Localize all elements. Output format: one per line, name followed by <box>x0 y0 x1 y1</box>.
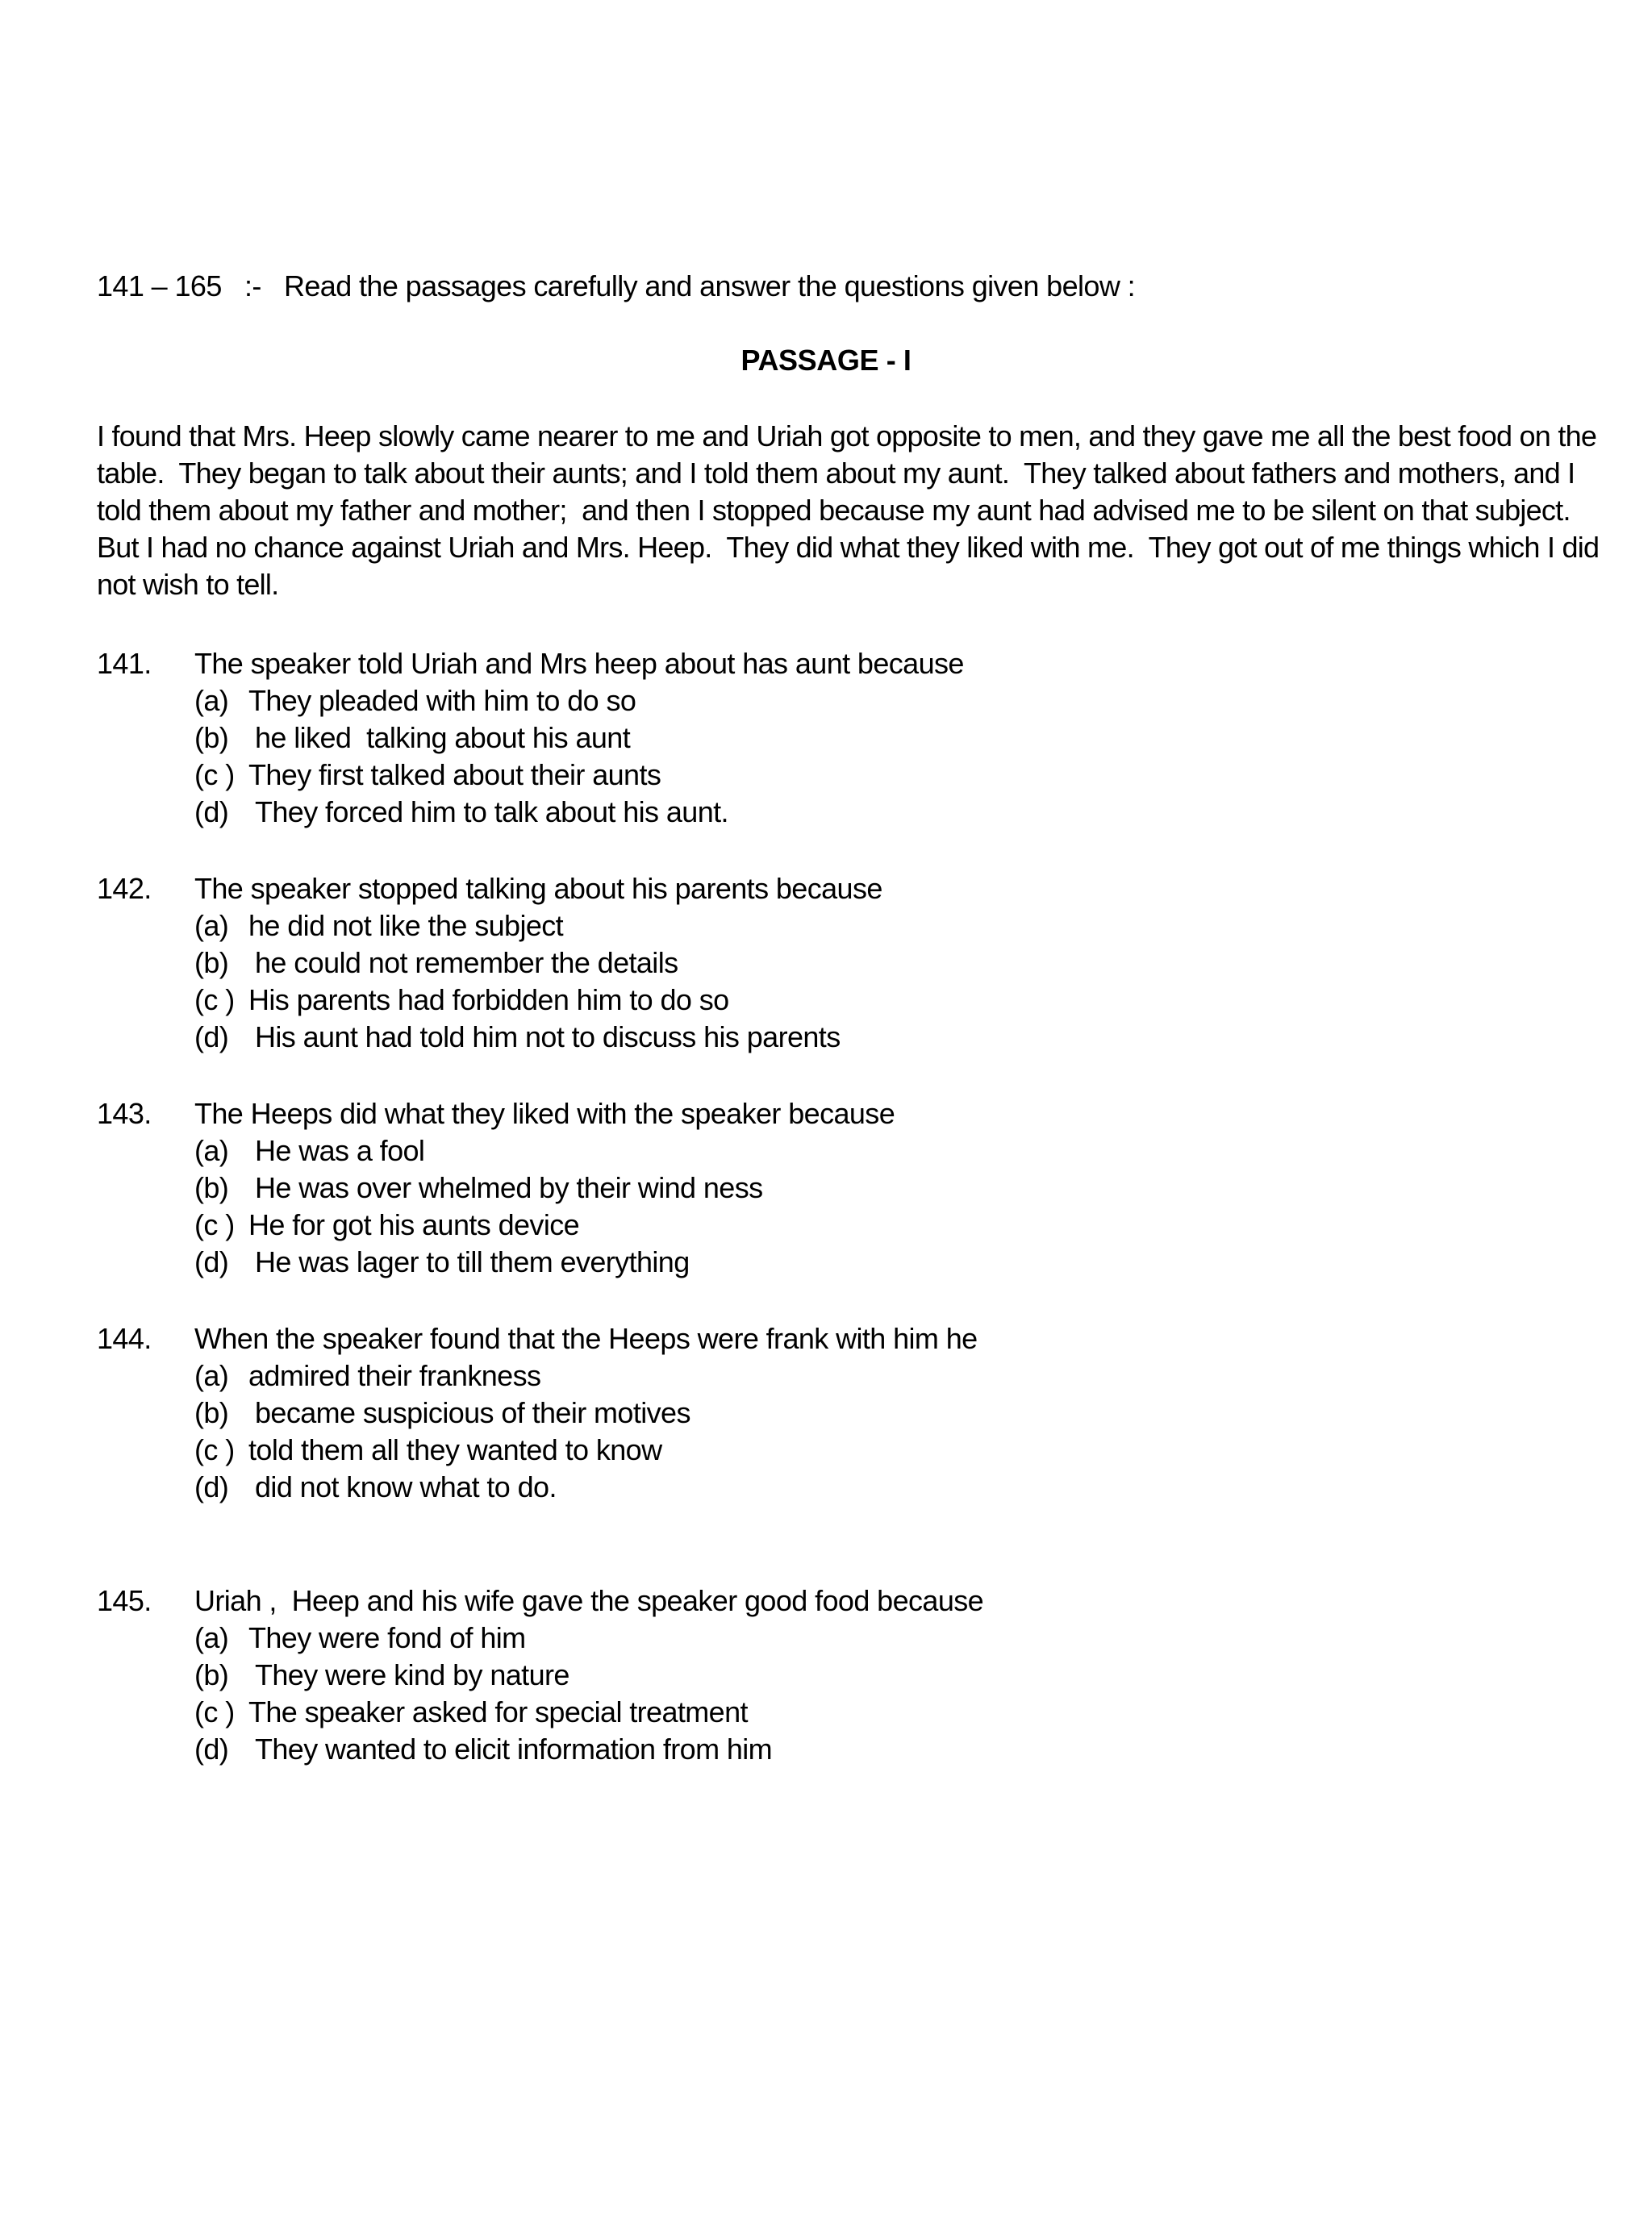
option-text: He was lager to till them everything <box>255 1245 690 1278</box>
question-number: 143. <box>97 1097 152 1130</box>
instruction-line: 141 – 165 :- Read the passages carefully and answer the questions given below : <box>97 269 1136 302</box>
option-text: he liked talking about his aunt <box>255 721 631 754</box>
option-a <box>194 1620 526 1657</box>
question-text: The speaker stopped talking about his parents because <box>194 872 882 905</box>
option-text: His parents had forbidden him to do so <box>248 983 729 1016</box>
passage-line: table. They began to talk about their aunts; and I told them about my aunt. They talked about fathers and mothers, and I <box>97 457 1575 490</box>
option-text: He was over whelmed by their wind ness <box>255 1171 763 1204</box>
question-number: 142. <box>97 872 152 905</box>
option-c <box>194 757 661 794</box>
passage-title: PASSAGE - I <box>740 344 912 377</box>
option-label: (a) <box>194 909 229 942</box>
option-text: The speaker asked for special treatment <box>248 1695 748 1728</box>
question-number: 145. <box>97 1584 152 1617</box>
option-text: They wanted to elicit information from him <box>255 1733 773 1766</box>
passage-line: But I had no chance against Uriah and Mrs. Heep. They did what they liked with me. They got out of me things which I did <box>97 531 1600 564</box>
option-text: His aunt had told him not to discuss his parents <box>255 1020 841 1053</box>
option-text: He was a fool <box>255 1134 425 1167</box>
option-label: (c ) <box>194 1433 235 1466</box>
option-label: (b) <box>194 1396 229 1429</box>
option-a <box>194 907 564 944</box>
passage-text <box>97 418 1600 603</box>
option-label: (a) <box>194 1359 229 1392</box>
option-label: (c ) <box>194 983 235 1016</box>
option-label: (c ) <box>194 1208 235 1241</box>
option-a <box>194 1132 425 1170</box>
passage-line: told them about my father and mother; and then I stopped because my aunt had advised me to be silent on that subject. <box>97 494 1571 527</box>
option-label: (b) <box>194 1171 229 1204</box>
option-a <box>194 1357 541 1395</box>
option-d <box>194 1019 841 1056</box>
option-c <box>194 1694 748 1731</box>
option-a <box>194 682 636 719</box>
option-text: he could not remember the details <box>255 946 678 979</box>
question-number: 141. <box>97 647 152 680</box>
option-label: (a) <box>194 1134 229 1167</box>
option-text: They forced him to talk about his aunt. <box>255 795 728 828</box>
option-c <box>194 982 729 1019</box>
option-label: (d) <box>194 1245 229 1278</box>
option-label: (d) <box>194 1733 229 1766</box>
option-label: (c ) <box>194 1695 235 1728</box>
option-b <box>194 1657 569 1694</box>
option-text: They were fond of him <box>248 1621 526 1654</box>
option-b <box>194 1395 690 1432</box>
option-d <box>194 1244 690 1281</box>
option-label: (b) <box>194 1658 229 1691</box>
option-text: he did not like the subject <box>248 909 564 942</box>
option-c <box>194 1207 580 1244</box>
question-number: 144. <box>97 1322 152 1355</box>
option-label: (b) <box>194 946 229 979</box>
option-label: (b) <box>194 721 229 754</box>
option-list <box>194 1132 763 1281</box>
question-text: When the speaker found that the Heeps were frank with him he <box>194 1322 978 1355</box>
option-c <box>194 1432 662 1469</box>
option-list <box>194 1620 773 1768</box>
option-text: They first talked about their aunts <box>248 758 661 791</box>
question-text: Uriah , Heep and his wife gave the speaker good food because <box>194 1584 984 1617</box>
option-b <box>194 1170 763 1207</box>
option-list <box>194 1357 690 1506</box>
question-text: The Heeps did what they liked with the speaker because <box>194 1097 895 1130</box>
option-text: did not know what to do. <box>255 1470 557 1503</box>
option-text: They pleaded with him to do so <box>248 684 636 717</box>
option-label: (d) <box>194 795 229 828</box>
option-label: (a) <box>194 1621 229 1654</box>
option-d <box>194 1469 557 1506</box>
option-label: (a) <box>194 684 229 717</box>
option-label: (c ) <box>194 758 235 791</box>
option-label: (d) <box>194 1470 229 1503</box>
option-text: They were kind by nature <box>255 1658 569 1691</box>
option-b <box>194 719 631 757</box>
option-list <box>194 907 841 1056</box>
passage-line: not wish to tell. <box>97 568 279 601</box>
option-b <box>194 944 678 982</box>
option-d <box>194 794 728 831</box>
option-label: (d) <box>194 1020 229 1053</box>
option-text: admired their frankness <box>248 1359 541 1392</box>
passage-line: I found that Mrs. Heep slowly came nearer to me and Uriah got opposite to men, and they gave me all the best food on the <box>97 419 1597 452</box>
option-text: became suspicious of their motives <box>255 1396 690 1429</box>
option-list <box>194 682 728 831</box>
option-text: told them all they wanted to know <box>248 1433 662 1466</box>
option-text: He for got his aunts device <box>248 1208 580 1241</box>
option-d <box>194 1731 773 1768</box>
question-text: The speaker told Uriah and Mrs heep about has aunt because <box>194 647 964 680</box>
